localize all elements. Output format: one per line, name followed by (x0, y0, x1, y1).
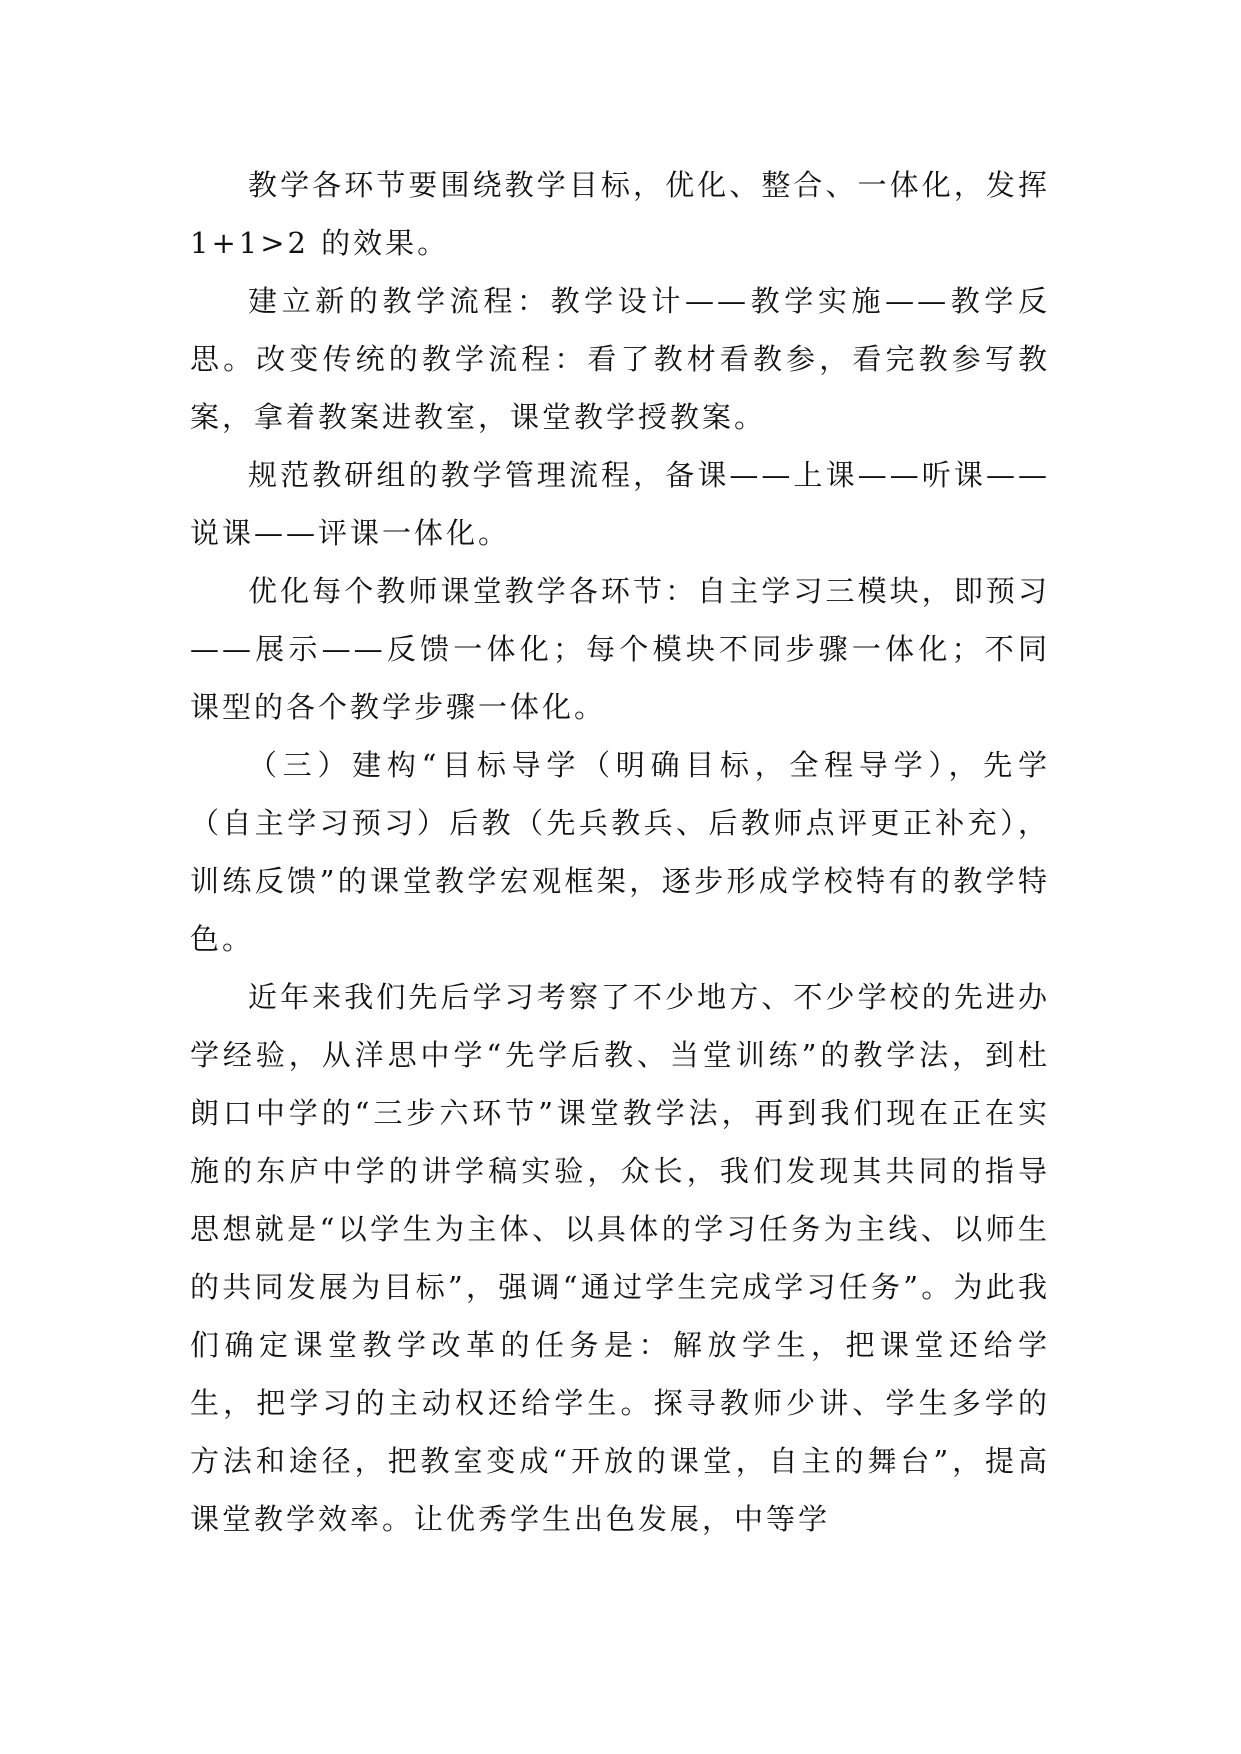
paragraph-4: 优化每个教师课堂教学各环节：自主学习三模块，即预习——展示——反馈一体化；每个模块不同步骤一体化；不同课型的各个教学步骤一体化。 (190, 574, 1050, 724)
section-heading-paragraph: （三）建构“目标导学（明确目标，全程导学），先学（自主学习预习）后教（先兵教兵、后教师点评更正补充），训练反馈”的课堂教学宏观框架，逐步形成学校特有的教学特色。 (190, 748, 1050, 956)
paragraph-1: 教学各环节要围绕教学目标，优化、整合、一体化，发挥 1+1>2 的效果。 (190, 168, 1050, 260)
document-body (190, 156, 1050, 1548)
paragraph-6: 近年来我们先后学习考察了不少地方、不少学校的先进办学经验，从洋思中学“先学后教、当堂训练”的教学法，到杜朗口中学的“三步六环节”课堂教学法，再到我们现在正在实施的东庐中学的讲学稿实验，众长，我们发现其共同的指导思想就是“以学生为主体、以具体的学习任务为主线、以师生的共同发展为目标”，强调“通过学生完成学习任务”。为此我们确定课堂教学改革的任务是：解放学生，把课堂还给学生，把学习的主动权还给学生。探寻教师少讲、学生多学的方法和途径，把教室变成“开放的课堂，自主的舞台”，提高课堂教学效率。让优秀学生出色发展，中等学 (190, 980, 1050, 1536)
paragraph-3: 规范教研组的教学管理流程，备课——上课——听课——说课——评课一体化。 (190, 458, 1050, 550)
paragraph-2: 建立新的教学流程：教学设计——教学实施——教学反思。改变传统的教学流程：看了教材看教参，看完教参写教案，拿着教案进教室，课堂教学授教案。 (190, 284, 1050, 434)
